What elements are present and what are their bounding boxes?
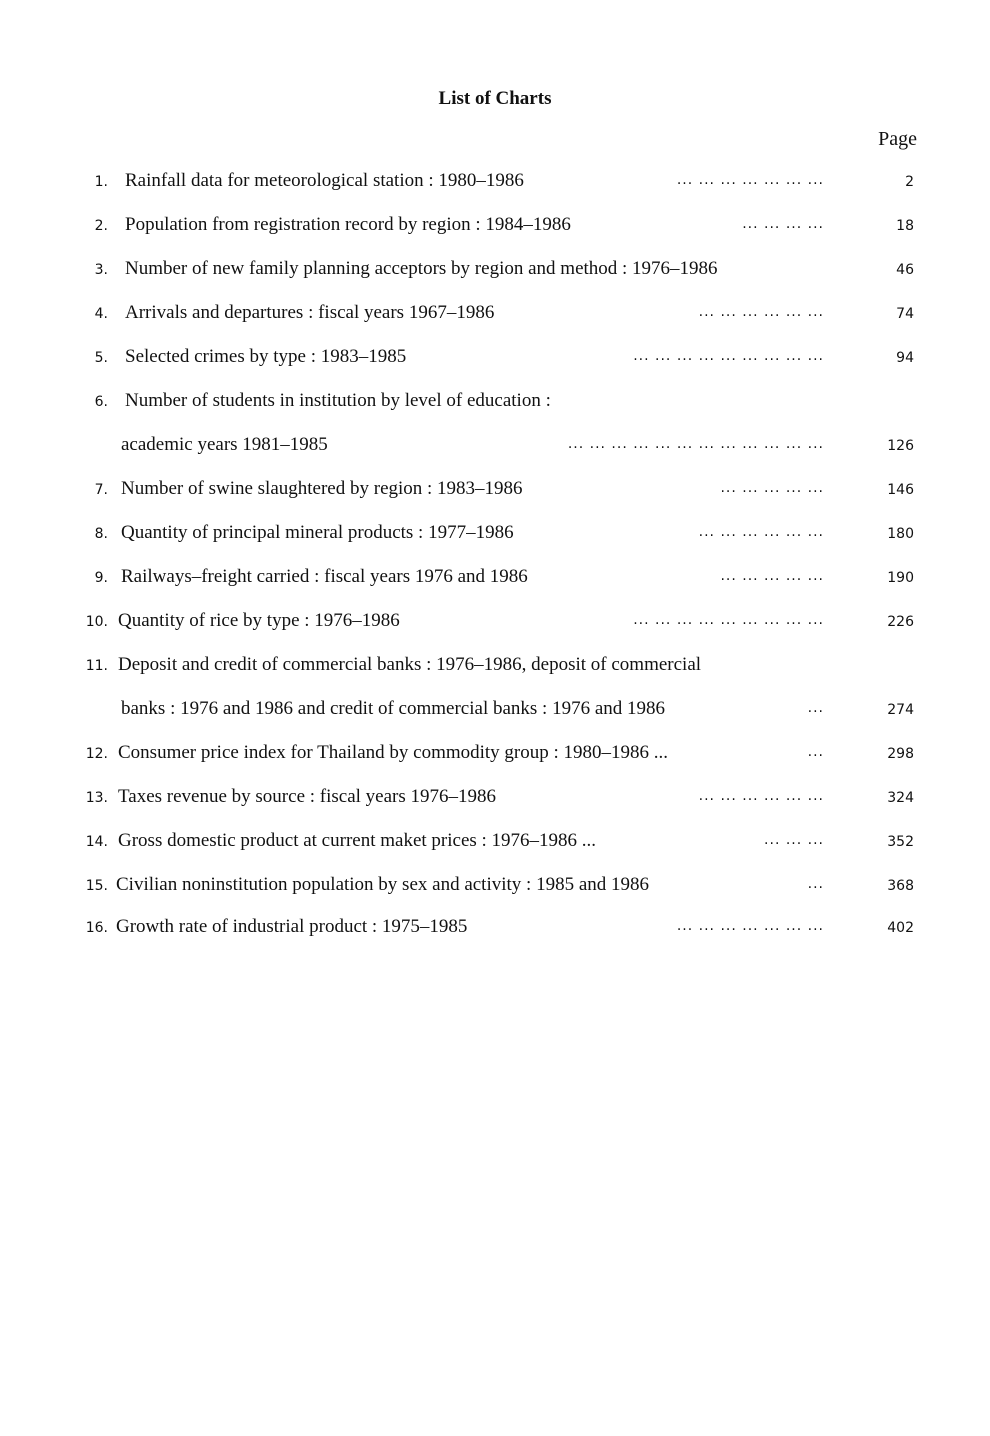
- toc-entry-6: [0, 390, 990, 420]
- entry-page: 226: [887, 614, 914, 630]
- toc-entry-11: [0, 654, 990, 684]
- entry-number: 3.: [94, 262, 108, 278]
- entry-title: Consumer price index for Thailand by commodity group : 1980–1986 ...: [118, 742, 669, 763]
- dot-leader: ... ... ... ... ...: [720, 568, 824, 584]
- entry-page: 274: [887, 702, 914, 718]
- entry-title: Population from registration record by region : 1984–1986: [125, 214, 571, 235]
- dot-leader: ...: [807, 744, 824, 760]
- entry-page: 2: [905, 174, 914, 190]
- entry-page: 46: [896, 262, 914, 278]
- entry-page: 190: [887, 570, 914, 586]
- toc-entry-10: [0, 610, 990, 640]
- toc-entry-11-continued: [0, 698, 990, 728]
- entry-page: 298: [887, 746, 914, 762]
- toc-entry-4: [0, 302, 990, 332]
- toc-entry-13: [0, 786, 990, 816]
- entry-title: banks : 1976 and 1986 and credit of commercial banks : 1976 and 1986: [121, 698, 666, 719]
- entry-page: 352: [887, 834, 914, 850]
- entry-page: 146: [887, 482, 914, 498]
- dot-leader: ... ... ... ... ... ...: [698, 788, 824, 804]
- entry-number: 10.: [85, 614, 108, 630]
- dot-leader: ... ... ... ... ... ... ...: [676, 918, 824, 934]
- entry-page: 368: [887, 878, 914, 894]
- entry-title: Number of new family planning acceptors by region and method : 1976–1986: [125, 258, 718, 279]
- toc-entry-14: [0, 830, 990, 860]
- entry-number: 4.: [94, 306, 108, 322]
- dot-leader: ... ... ... ... ...: [720, 480, 824, 496]
- toc-entry-6-continued: [0, 434, 990, 464]
- entry-title: Number of swine slaughtered by region : 1983–1986: [121, 478, 523, 499]
- entry-page: 180: [887, 526, 914, 542]
- toc-entry-3: [0, 258, 990, 288]
- dot-leader: ... ... ... ... ... ... ... ... ...: [633, 348, 824, 364]
- entry-number: 15.: [85, 878, 108, 894]
- entry-page: 402: [887, 920, 914, 936]
- entry-page: 18: [896, 218, 914, 234]
- dot-leader: ... ... ... ... ... ... ... ... ...: [633, 612, 824, 628]
- entry-title: Selected crimes by type : 1983–1985: [125, 346, 407, 367]
- entry-title: academic years 1981–1985: [121, 434, 328, 455]
- toc-entry-5: [0, 346, 990, 376]
- entry-title: Arrivals and departures : fiscal years 1967–1986: [125, 302, 495, 323]
- toc-entry-9: [0, 566, 990, 596]
- entry-page: 324: [887, 790, 914, 806]
- entry-title: Gross domestic product at current maket prices : 1976–1986 ...: [118, 830, 597, 851]
- entry-number: 8.: [94, 526, 108, 542]
- entry-number: 2.: [94, 218, 108, 234]
- entry-title: Railways–freight carried : fiscal years 1976 and 1986: [121, 566, 528, 587]
- toc-entry-12: [0, 742, 990, 772]
- dot-leader: ... ... ... ... ... ... ...: [676, 172, 824, 188]
- page-column-label: Page: [878, 128, 917, 150]
- toc-entry-1: [0, 170, 990, 200]
- page-title: List of Charts: [438, 88, 552, 109]
- entry-number: 6.: [94, 394, 108, 410]
- entry-number: 16.: [85, 920, 108, 936]
- entry-number: 9.: [94, 570, 108, 586]
- dot-leader: ... ... ... ... ... ... ... ... ... ... ... ...: [567, 436, 824, 452]
- entry-title: Civilian noninstitution population by sex and activity : 1985 and 1986: [116, 874, 650, 895]
- toc-entry-2: [0, 214, 990, 244]
- toc-entry-16: [0, 916, 990, 946]
- dot-leader: ... ... ...: [764, 832, 824, 848]
- toc-entry-15: [0, 874, 990, 904]
- entry-title: Growth rate of industrial product : 1975–1985: [116, 916, 468, 937]
- entry-number: 7.: [94, 482, 108, 498]
- entry-number: 1.: [94, 174, 108, 190]
- entry-number: 13.: [85, 790, 108, 806]
- entry-title: Taxes revenue by source : fiscal years 1976–1986: [118, 786, 497, 807]
- dot-leader: ... ... ... ... ... ...: [698, 304, 824, 320]
- entry-title: Quantity of principal mineral products : 1977–1986: [121, 522, 514, 543]
- entry-title: Rainfall data for meteorological station : 1980–1986: [125, 170, 524, 191]
- dot-leader: ...: [807, 876, 824, 892]
- dot-leader: ...: [807, 700, 824, 716]
- toc-entry-7: [0, 478, 990, 508]
- entry-page: 74: [896, 306, 914, 322]
- entry-title: Deposit and credit of commercial banks : 1976–1986, deposit of commercial: [118, 654, 702, 675]
- dot-leader: ... ... ... ... ... ...: [698, 524, 824, 540]
- entry-number: 5.: [94, 350, 108, 366]
- entry-page: 126: [887, 438, 914, 454]
- dot-leader: ... ... ... ...: [742, 216, 824, 232]
- entry-title: Quantity of rice by type : 1976–1986: [118, 610, 400, 631]
- entry-page: 94: [896, 350, 914, 366]
- entry-number: 11.: [85, 658, 108, 674]
- entry-number: 12.: [85, 746, 108, 762]
- entry-number: 14.: [85, 834, 108, 850]
- toc-entry-8: [0, 522, 990, 552]
- entry-title: Number of students in institution by level of education :: [125, 390, 551, 411]
